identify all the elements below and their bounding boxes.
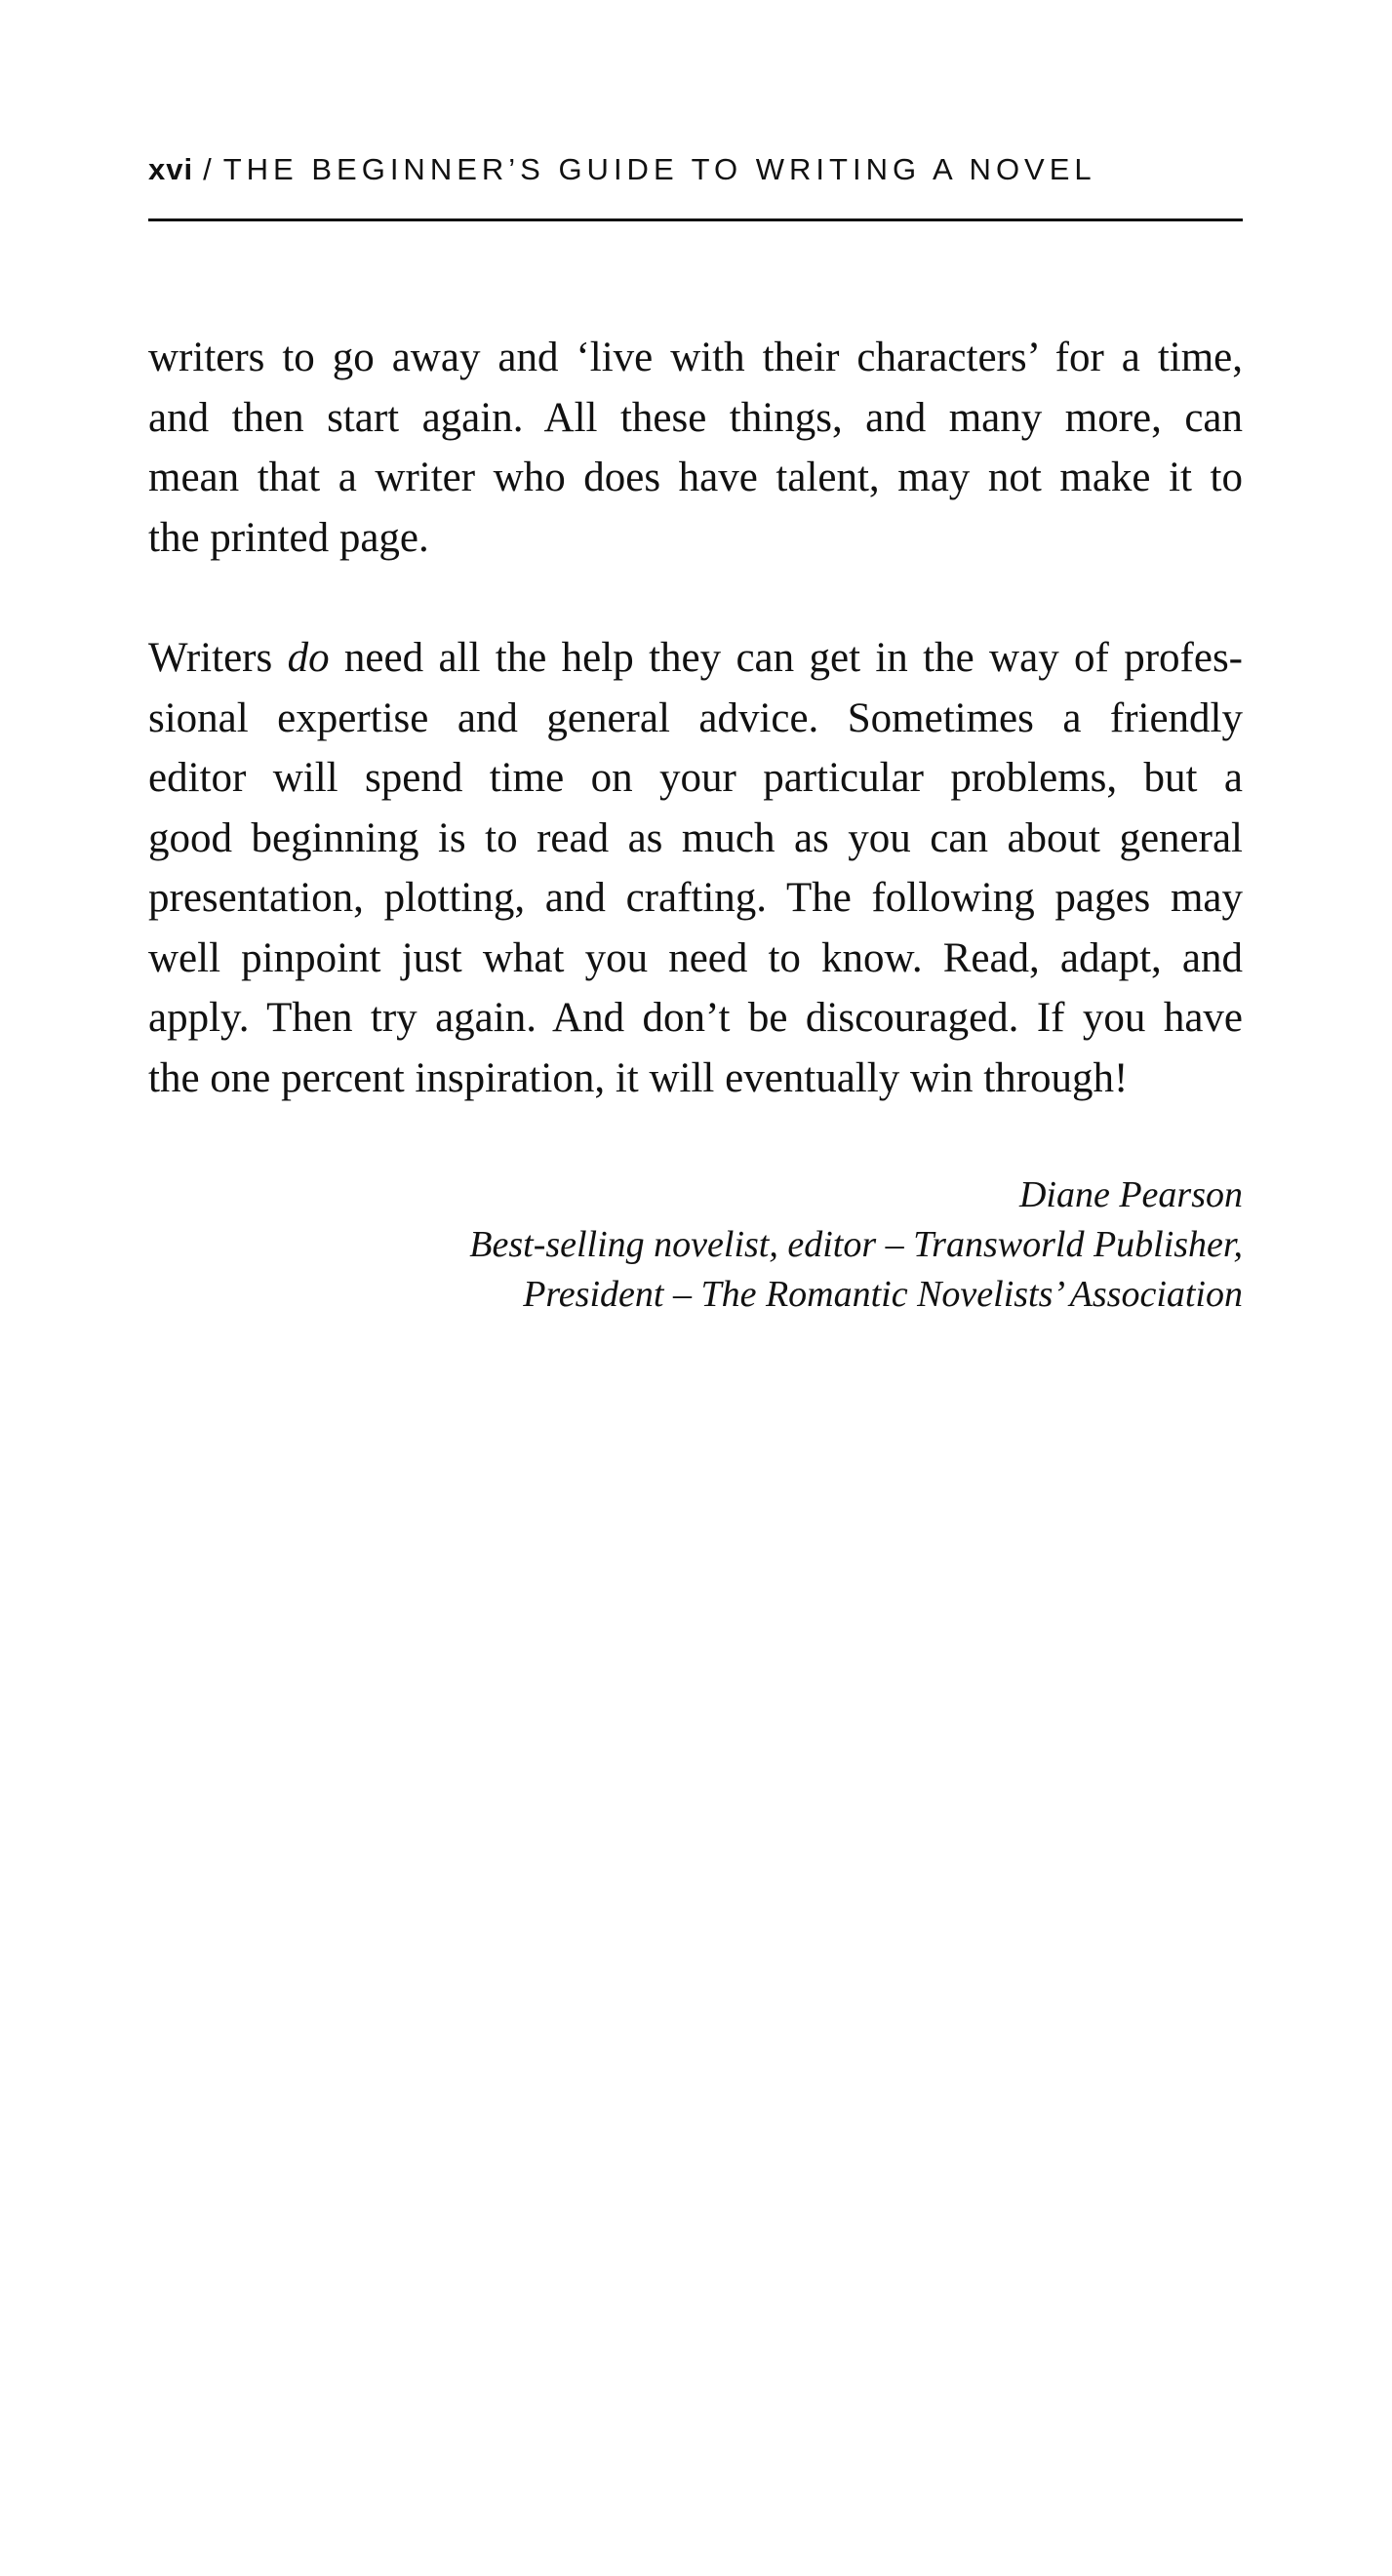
text-line [148,628,1243,689]
text-line: editor will spend time on your particular problems, but a [148,755,1243,801]
text-line: good beginning is to read as much as you can about general [148,814,1243,861]
text-line: well pinpoint just what you need to know. Read, adapt, and [148,934,1243,981]
paragraph-2 [148,628,1243,1108]
text-run: need all the help they can get in the way of profes- [329,635,1243,681]
author-name: Diane Pearson [1018,1174,1243,1215]
text-line: the printed page. [148,514,429,561]
paragraph-1 [148,328,1243,568]
text-line: the one percent inspiration, it will eventually win through! [148,1054,1129,1101]
running-head [148,150,1243,189]
signature-block [148,1170,1243,1320]
text-line: presentation, plotting, and crafting. The following pages may [148,875,1243,921]
page-number: xvi [148,152,194,186]
text-line: sional expertise and general advice. Sometimes a friendly [148,694,1243,741]
header-rule [148,218,1243,221]
text-line: mean that a writer who does have talent, may not make it to [148,455,1243,500]
text-run: Writers [148,635,288,681]
text-line: apply. Then try again. And don’t be discouraged. If you have [148,995,1243,1041]
text-line: writers to go away and ‘live with their characters’ for a time, [148,335,1243,380]
book-title: THE BEGINNER’S GUIDE TO WRITING A NOVEL [222,152,1096,186]
emphasis-do: do [287,635,330,681]
text-line: and then start again. All these things, and many more, can [148,394,1243,441]
author-role-line-2: President – The Romantic Novelists’ Association [523,1274,1243,1315]
author-role-line-1: Best-selling novelist, editor – Transworld Publisher, [469,1224,1243,1265]
running-head-separator: / [203,152,214,186]
